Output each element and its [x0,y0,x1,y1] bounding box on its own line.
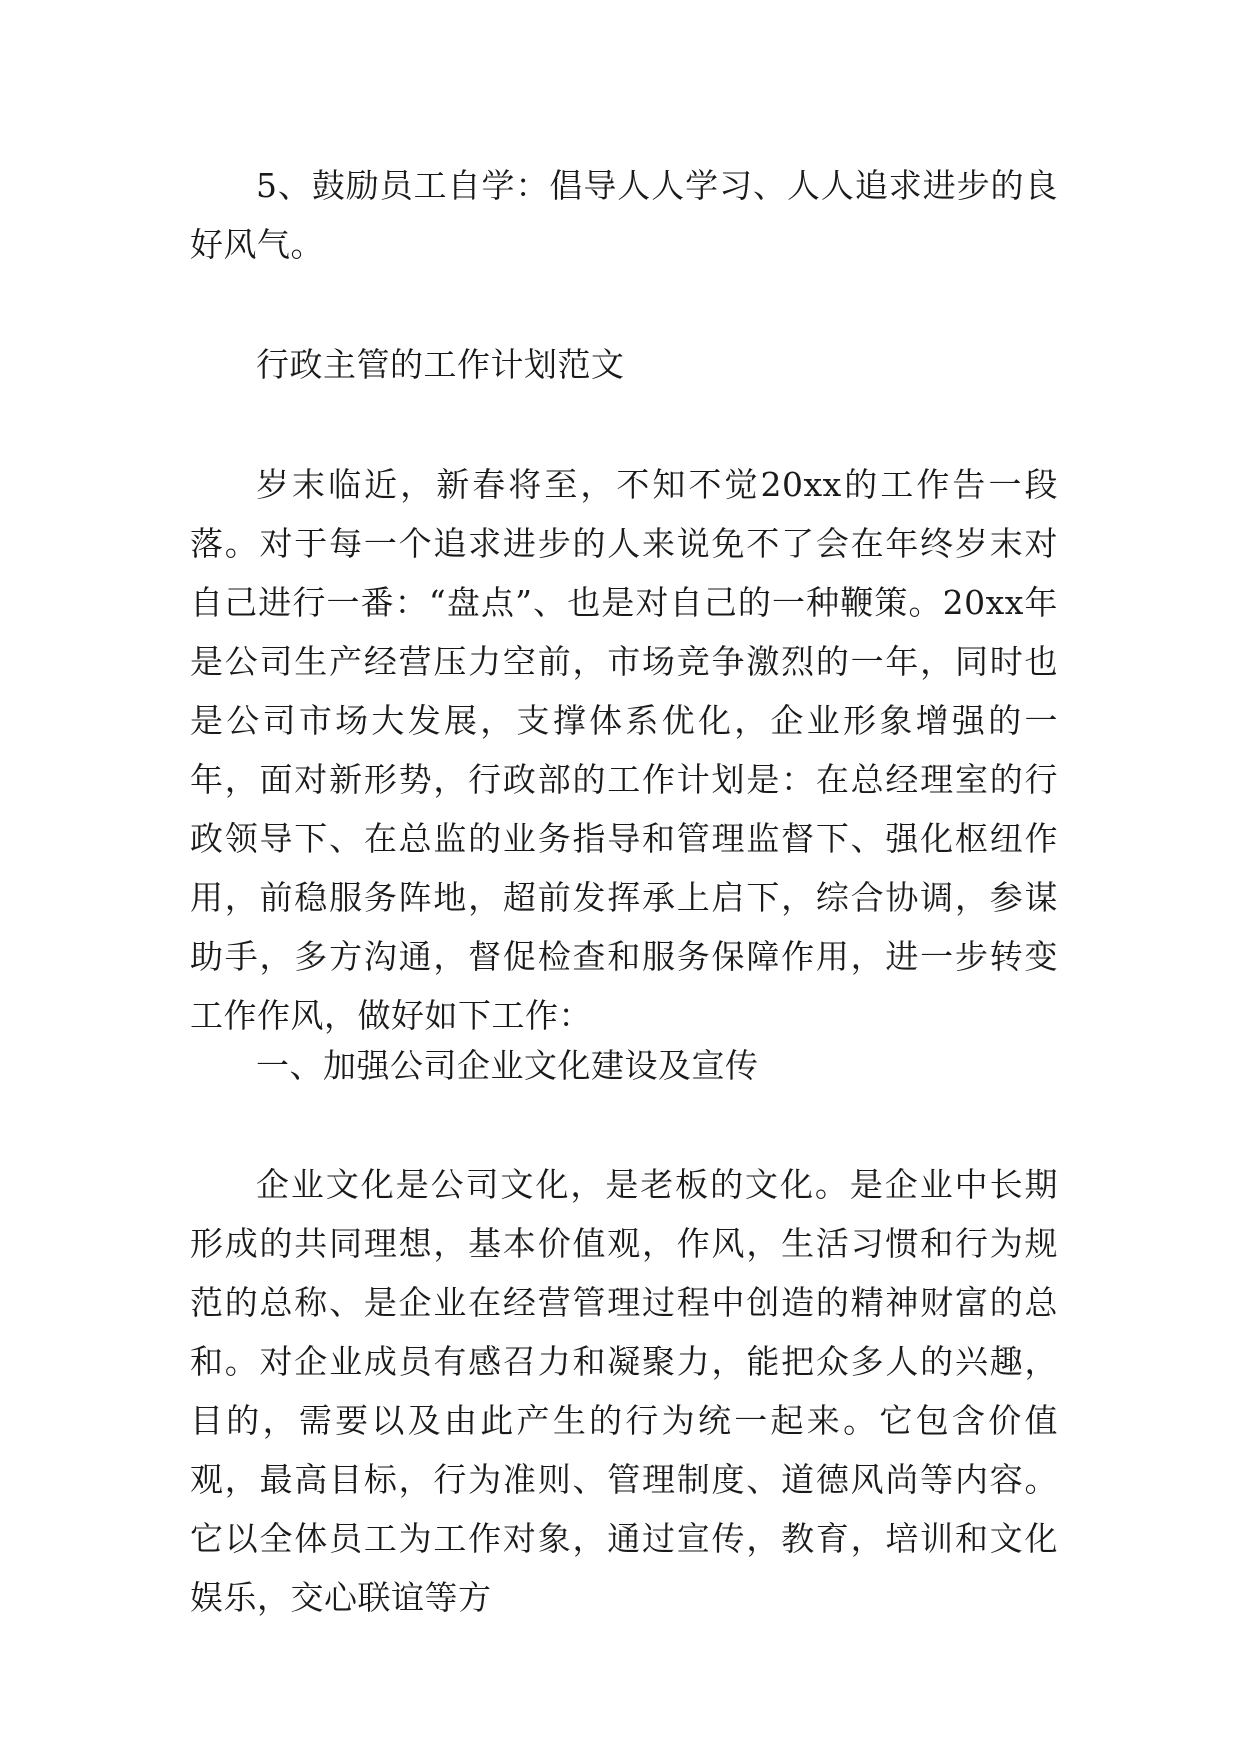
section-title-work-plan: 行政主管的工作计划范文 [256,345,625,384]
section-heading-corporate-culture: 一、加强公司企业文化建设及宣传 [256,1046,759,1085]
paragraph-encourage-self-study: 5、鼓励员工自学：倡导人人学习、人人追求进步的良好风气。 [190,166,1058,264]
paragraph-corporate-culture: 企业文化是公司文化，是老板的文化。是企业中长期形成的共同理想，基本价值观，作风，生活习惯和行为规范的总称、是企业在经营管理过程中创造的精神财富的总和。对企业成员有感召力和凝聚力，能把众多人的兴趣，目的，需要以及由此产生的行为统一起来。它包含价值观，最高目标，行为准则、管理制度、道德风尚等内容。它以全体员工为工作对象，通过宣传，教育，培训和文化娱乐，交心联谊等方 [190,1165,1058,1617]
paragraph-year-end-review: 岁末临近，新春将至，不知不觉20xx的工作告一段落。对于每一个追求进步的人来说免不了会在年终岁末对自己进行一番：“盘点”、也是对自己的一种鞭策。20xx年是公司生产经营压力空前，市场竞争激烈的一年，同时也是公司市场大发展，支撑体系优化，企业形象增强的一年，面对新形势，行政部的工作计划是：在总经理室的行政领导下、在总监的业务指导和管理监督下、强化枢纽作用，前稳服务阵地，超前发挥承上启下，综合协调，参谋助手，多方沟通，督促检查和服务保障作用，进一步转变工作作风，做好如下工作： [190,465,1058,1035]
